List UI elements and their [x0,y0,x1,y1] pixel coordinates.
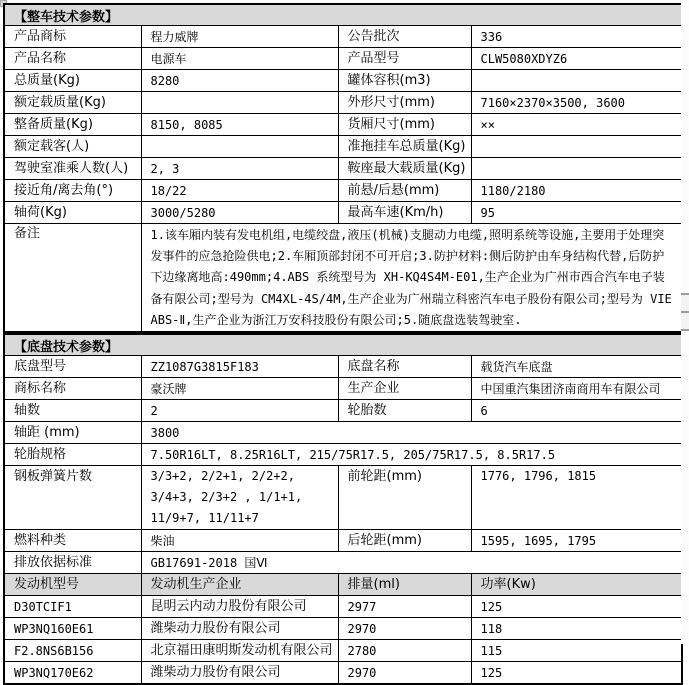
param-value: 336 [471,26,682,48]
table-row [4,92,682,114]
param-value: 电源车 [141,48,338,70]
table-row [4,356,682,378]
table-row [4,4,682,26]
table-row [4,224,682,333]
param-value: 6 [471,400,682,422]
param-label: 产品商标 [4,26,141,48]
param-label: 接近角/离去角(°) [4,180,141,202]
table-row [4,378,682,400]
engine-power: 125 [471,596,682,618]
param-label: 产品型号 [338,48,471,70]
engine-power: 125 [471,662,682,685]
param-value: 2, 3 [141,158,338,180]
engine-displacement: 2970 [338,662,471,685]
param-label: 鞍座最大载质量(Kg) [338,158,471,180]
table-row [4,180,682,202]
param-value: 中国重汽集团济南商用车有限公司 [471,378,682,400]
param-label: 底盘型号 [4,356,141,378]
param-label: 总质量(Kg) [4,70,141,92]
param-label: 整备质量(Kg) [4,114,141,136]
param-value: 18/22 [141,180,338,202]
engine-row [4,618,682,640]
section-title-vehicle: 【整车技术参数】 [4,4,682,26]
engine-row [4,596,682,618]
param-value: 95 [471,202,682,224]
table-row [4,530,682,552]
engine-row [4,662,682,685]
param-label: 轮胎数 [338,400,471,422]
param-value [141,92,338,114]
param-value [141,136,338,158]
param-value: 1776, 1796, 1815 [471,466,682,530]
engine-manufacturer: 昆明云内动力股份有限公司 [141,596,338,618]
param-label: 轴距 (mm) [4,422,141,444]
table-row [4,422,682,444]
vertical-scrollbar[interactable] [681,0,689,644]
engine-model: WP3NQ160E61 [4,618,141,640]
engine-displacement: 2780 [338,640,471,662]
param-value: 1180/2180 [471,180,682,202]
param-label: 生产企业 [338,378,471,400]
engine-header-row [4,574,682,596]
param-label: 排放依据标准 [4,552,141,574]
table-row [4,552,682,574]
chassis-params-table [3,333,683,685]
param-label: 前悬/后悬(mm) [338,180,471,202]
param-label: 轮胎规格 [4,444,141,466]
table-row [4,444,682,466]
engine-displacement: 2977 [338,596,471,618]
param-label: 最高车速(Km/h) [338,202,471,224]
table-row [4,158,682,180]
vehicle-params-table [3,3,683,333]
param-label: 公告批次 [338,26,471,48]
param-value: GB17691-2018 国Ⅵ [141,552,682,574]
table-row [4,400,682,422]
param-value: 3800 [141,422,682,444]
param-value [471,70,682,92]
table-row [4,202,682,224]
engine-column-header: 排量(ml) [338,574,471,596]
param-value: 程力威牌 [141,26,338,48]
param-value: 7160×2370×3500, 3600 [471,92,682,114]
table-row [4,334,682,356]
spec-tables [3,3,681,685]
param-label: 罐体容积(m3) [338,70,471,92]
param-value: ZZ1087G3815F183 [141,356,338,378]
param-label: 驾驶室准乘人数(人) [4,158,141,180]
param-value [471,158,682,180]
param-value: 8150, 8085 [141,114,338,136]
param-value: 8280 [141,70,338,92]
scrollbar-thumb[interactable] [681,293,689,331]
param-value: 2 [141,400,338,422]
param-value: 1595, 1695, 1795 [471,530,682,552]
table-row [4,114,682,136]
param-label: 轴数 [4,400,141,422]
engine-model: WP3NQ170E62 [4,662,141,685]
param-label: 额定载客(人) [4,136,141,158]
param-value: 豪沃牌 [141,378,338,400]
engine-manufacturer: 北京福田康明斯发动机有限公司 [141,640,338,662]
param-value: 柴油 [141,530,338,552]
param-label: 额定载质量(Kg) [4,92,141,114]
table-row [4,466,682,530]
param-value [471,136,682,158]
engine-model: F2.8NS6B156 [4,640,141,662]
param-label: 货厢尺寸(mm) [338,114,471,136]
param-label: 备注 [4,224,141,333]
engine-model: D30TCIF1 [4,596,141,618]
param-label: 前轮距(mm) [338,466,471,530]
engine-manufacturer: 潍柴动力股份有限公司 [141,662,338,685]
param-value: 载货汽车底盘 [471,356,682,378]
engine-column-header: 发动机型号 [4,574,141,596]
param-value: 7.50R16LT, 8.25R16LT, 215/75R17.5, 205/75R17.5, 8.5R17.5 [141,444,682,466]
section-title-chassis: 【底盘技术参数】 [4,334,682,356]
engine-row [4,640,682,662]
scrollbar-grip-icon [681,311,689,313]
param-label: 商标名称 [4,378,141,400]
param-label: 产品名称 [4,48,141,70]
engine-column-header: 功率(Kw) [471,574,682,596]
engine-power: 115 [471,640,682,662]
param-label: 燃料种类 [4,530,141,552]
table-row [4,48,682,70]
param-label: 钢板弹簧片数 [4,466,141,530]
param-label: 底盘名称 [338,356,471,378]
table-row [4,70,682,92]
param-value: 3/3+2, 2/2+1, 2/2+2, 3/4+3, 2/3+2 , 1/1+1, 11/9+7, 11/11+7 [141,466,338,530]
remark-text: 1.该车厢内装有发电机组,电缆绞盘,液压(机械)支腿动力电缆,照明系统等设施,主要用于处理突发事件的应急抢险供电;2.车厢顶部封闭不可开启;3.防护材料:侧后防护由车身结构代替,后防护下边缘离地高:490mm;4.ABS 系统型号为 XH-KQ4S4M-E01,生产企业为广州市西合汽车电子装备有限公司;型号为 CM4XL-4S/4M,生产企业为广州瑞立科密汽车电子股份有限公司;型号为 VIE ABS-Ⅱ,生产企业为浙江万安科技股份有限公司;5.随底盘选装驾驶室. [141,224,682,333]
engine-manufacturer: 潍柴动力股份有限公司 [141,618,338,640]
param-label: 准拖挂车总质量(Kg) [338,136,471,158]
param-label: 后轮距(mm) [338,530,471,552]
param-label: 轴荷(Kg) [4,202,141,224]
engine-displacement: 2970 [338,618,471,640]
param-value: ×× [471,114,682,136]
engine-power: 118 [471,618,682,640]
param-label: 外形尺寸(mm) [338,92,471,114]
param-value: 3000/5280 [141,202,338,224]
param-value: CLW5080XDYZ6 [471,48,682,70]
engine-column-header: 发动机生产企业 [141,574,338,596]
table-row [4,26,682,48]
table-row [4,136,682,158]
